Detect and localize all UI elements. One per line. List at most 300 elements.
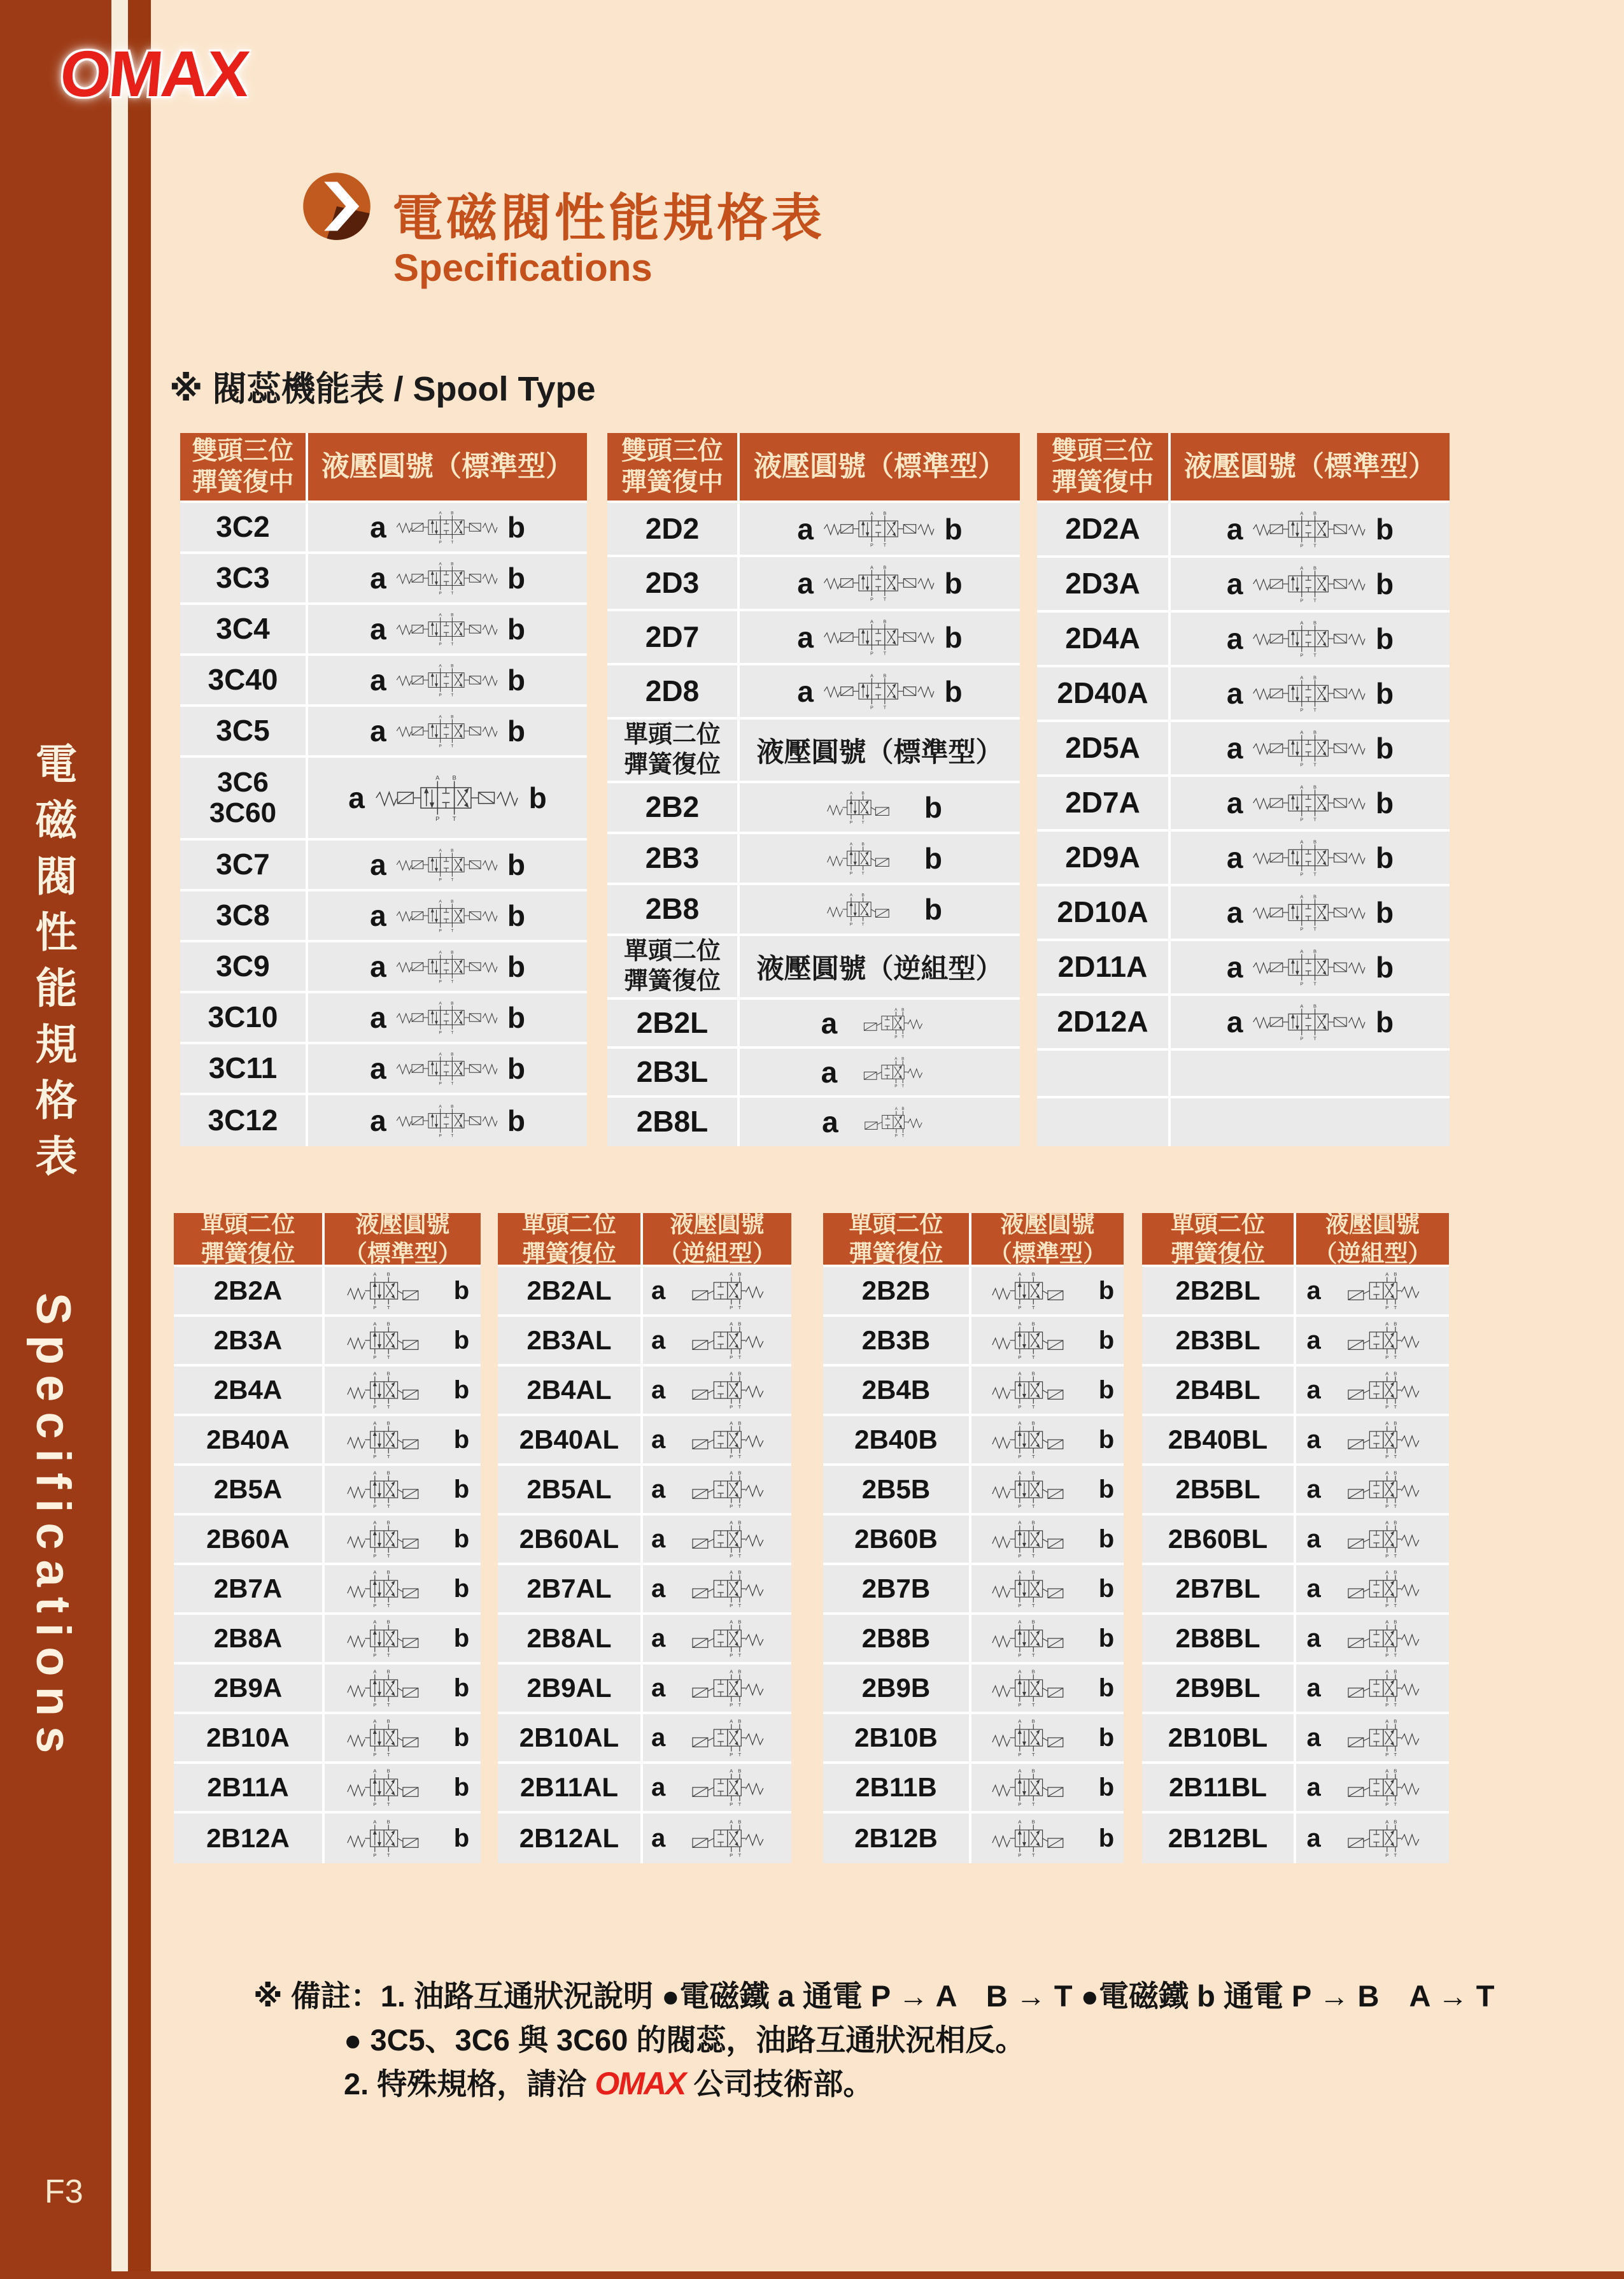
- svg-text:A: A: [870, 564, 873, 571]
- valve-symbol-icon: [336, 1569, 450, 1608]
- svg-text:P: P: [870, 704, 873, 710]
- svg-text:P: P: [894, 1035, 898, 1039]
- valve-symbol: [971, 1267, 1124, 1314]
- spool-table: [607, 433, 1020, 1146]
- valve-symbol-icon: [336, 1819, 450, 1858]
- model-code: 2B12AL: [498, 1814, 643, 1863]
- valve-symbol: [1171, 558, 1450, 610]
- valve-symbol-icon: [981, 1370, 1095, 1410]
- svg-text:P: P: [1385, 1702, 1389, 1708]
- svg-text:T: T: [1394, 1752, 1397, 1757]
- solenoid-label-b: b: [924, 791, 942, 824]
- model-code: 3C2: [180, 503, 308, 551]
- table-row: [1142, 1267, 1449, 1317]
- svg-text:A: A: [894, 1056, 898, 1061]
- svg-text:T: T: [738, 1553, 742, 1559]
- solenoid-label-b: b: [1376, 1005, 1394, 1039]
- valve-symbol-icon: [1250, 839, 1368, 877]
- solenoid-label-b: b: [1098, 1723, 1115, 1752]
- solenoid-label-b: b: [1098, 1276, 1115, 1305]
- spool-table: [1037, 433, 1450, 1146]
- svg-text:B: B: [1313, 674, 1317, 681]
- model-code: 2D2A: [1037, 503, 1171, 555]
- table-row: [180, 1044, 587, 1095]
- solenoid-label-a: a: [1226, 1005, 1243, 1039]
- table-row: [1142, 1317, 1449, 1367]
- svg-text:T: T: [386, 1305, 390, 1310]
- svg-text:B: B: [901, 1056, 905, 1061]
- svg-text:P: P: [1300, 981, 1304, 986]
- solenoid-label-b: b: [1376, 513, 1394, 546]
- model-code: 2B3L: [607, 1049, 740, 1095]
- solenoid-label-a: a: [370, 1104, 386, 1137]
- model-code: 2B4AL: [498, 1367, 643, 1414]
- svg-text:P: P: [435, 815, 440, 822]
- model-code: 2D5A: [1037, 722, 1171, 774]
- svg-text:P: P: [439, 928, 442, 933]
- table-row: [1037, 722, 1450, 777]
- model-code: 2B2A: [174, 1267, 325, 1314]
- svg-text:P: P: [373, 1702, 377, 1708]
- svg-text:B: B: [1394, 1768, 1397, 1774]
- svg-text:T: T: [861, 820, 865, 825]
- svg-text:B: B: [1031, 1519, 1035, 1526]
- model-code: 3C12: [180, 1095, 308, 1146]
- sidebar-gap: [111, 0, 128, 2279]
- valve-symbol: [1296, 1317, 1449, 1364]
- table-row: [498, 1665, 791, 1714]
- svg-text:A: A: [373, 1619, 377, 1625]
- table-row: [498, 1416, 791, 1466]
- valve-symbol-icon: [669, 1321, 783, 1360]
- table-row: [498, 1317, 791, 1367]
- valve-symbol: [325, 1317, 481, 1364]
- model-code: 3C8: [180, 891, 308, 940]
- model-code: 2B7B: [823, 1565, 971, 1612]
- svg-text:P: P: [373, 1603, 377, 1608]
- svg-text:P: P: [849, 871, 853, 876]
- svg-text:B: B: [1031, 1370, 1035, 1377]
- svg-text:A: A: [1018, 1519, 1022, 1526]
- svg-text:T: T: [1313, 926, 1317, 932]
- solenoid-label-a: a: [370, 511, 386, 544]
- model-code: 2B5AL: [498, 1466, 643, 1513]
- sub-header-col1: 單頭二位 彈簧復位: [607, 936, 740, 997]
- valve-symbol-icon: [669, 1619, 783, 1658]
- svg-text:P: P: [1385, 1503, 1389, 1509]
- svg-text:A: A: [730, 1819, 733, 1825]
- header-col2: 液壓圓號（標準型）: [308, 433, 587, 501]
- valve-symbol: [325, 1367, 481, 1414]
- svg-text:A: A: [1385, 1569, 1389, 1575]
- svg-text:B: B: [1031, 1668, 1035, 1675]
- svg-text:P: P: [439, 693, 442, 697]
- note-line-3-text: 2. 特殊規格，請洽: [344, 2067, 595, 2101]
- svg-text:B: B: [450, 562, 454, 567]
- table-row: [1037, 832, 1450, 886]
- svg-text:B: B: [861, 893, 865, 898]
- svg-text:B: B: [450, 899, 454, 904]
- valve-symbol: [643, 1665, 791, 1712]
- valve-symbol: [1171, 886, 1450, 939]
- solenoid-label-b: b: [1376, 841, 1394, 874]
- table-row: [1037, 558, 1450, 613]
- valve-symbol: [643, 1367, 791, 1414]
- svg-text:T: T: [386, 1752, 390, 1757]
- svg-text:B: B: [386, 1668, 390, 1675]
- valve-symbol-icon: [669, 1420, 783, 1459]
- svg-text:T: T: [1394, 1454, 1397, 1459]
- svg-text:T: T: [901, 1084, 905, 1088]
- solenoid-label-b: b: [507, 714, 525, 748]
- svg-text:B: B: [450, 1001, 454, 1006]
- valve-symbol: [1296, 1615, 1449, 1662]
- model-code: 3C4: [180, 605, 308, 653]
- svg-text:A: A: [439, 1052, 442, 1057]
- model-code: 2B3B: [823, 1317, 971, 1364]
- svg-text:T: T: [452, 815, 456, 822]
- valve-symbol-icon: [817, 841, 917, 876]
- valve-symbol: [971, 1516, 1124, 1563]
- svg-text:B: B: [386, 1768, 390, 1774]
- note-line-3: [253, 2062, 1495, 2106]
- solenoid-label-b: b: [1098, 1773, 1115, 1801]
- solenoid-label-a: a: [1226, 951, 1243, 984]
- svg-text:T: T: [883, 596, 887, 602]
- svg-text:T: T: [738, 1354, 742, 1360]
- svg-text:A: A: [1385, 1271, 1389, 1277]
- svg-text:T: T: [1031, 1603, 1035, 1608]
- svg-text:P: P: [1018, 1354, 1022, 1360]
- valve-symbol-icon: [669, 1271, 783, 1310]
- svg-text:P: P: [849, 820, 853, 825]
- empty-row: [1037, 1098, 1450, 1146]
- model-code: 2D12A: [1037, 996, 1171, 1048]
- svg-text:P: P: [373, 1801, 377, 1807]
- valve-symbol-icon: [394, 663, 500, 697]
- table-row: [1142, 1665, 1449, 1714]
- solenoid-label-a: a: [1226, 677, 1243, 710]
- model-code: 2B8AL: [498, 1615, 643, 1662]
- table-row: [174, 1267, 481, 1317]
- table-row: [1142, 1814, 1449, 1863]
- model-code: 2B2BL: [1142, 1267, 1296, 1314]
- valve-symbol-icon: [1250, 893, 1368, 932]
- table-row: [174, 1516, 481, 1565]
- header-col1: 雙頭三位 彈簧復中: [607, 433, 740, 501]
- valve-symbol: [325, 1267, 481, 1314]
- valve-symbol-icon: [845, 1056, 938, 1088]
- valve-symbol: [1296, 1367, 1449, 1414]
- table-row: [607, 834, 1020, 885]
- svg-text:B: B: [1031, 1271, 1035, 1277]
- svg-text:P: P: [1018, 1305, 1022, 1310]
- table-row: [498, 1267, 791, 1317]
- table-row: [498, 1565, 791, 1615]
- table-row: [1142, 1565, 1449, 1615]
- svg-text:A: A: [373, 1668, 377, 1675]
- svg-text:P: P: [730, 1801, 733, 1807]
- svg-text:A: A: [1300, 784, 1304, 790]
- valve-symbol: [740, 885, 1020, 934]
- svg-text:A: A: [439, 899, 442, 904]
- svg-text:A: A: [870, 672, 873, 679]
- sub-header-row: [607, 720, 1020, 783]
- svg-text:T: T: [1031, 1503, 1035, 1509]
- svg-text:T: T: [1394, 1852, 1397, 1858]
- solenoid-label-b: b: [453, 1326, 470, 1354]
- svg-text:T: T: [738, 1652, 742, 1658]
- valve-symbol-icon: [1325, 1321, 1439, 1360]
- solenoid-label-a: a: [1306, 1475, 1321, 1503]
- svg-text:T: T: [1313, 597, 1317, 603]
- svg-text:P: P: [1018, 1752, 1022, 1757]
- svg-text:P: P: [373, 1503, 377, 1509]
- valve-symbol: [643, 1466, 791, 1513]
- table-row: [1037, 941, 1450, 996]
- valve-symbol-icon: [336, 1668, 450, 1708]
- valve-symbol-icon: [981, 1519, 1095, 1559]
- model-code: 2D8: [607, 665, 740, 717]
- svg-text:A: A: [373, 1718, 377, 1724]
- valve-symbol-icon: [394, 898, 500, 933]
- svg-text:B: B: [1394, 1370, 1397, 1377]
- model-code: 2B2: [607, 783, 740, 832]
- valve-symbol-icon: [336, 1420, 450, 1459]
- model-code: 2B11B: [823, 1764, 971, 1811]
- valve-symbol-icon: [1325, 1420, 1439, 1459]
- svg-text:B: B: [738, 1519, 742, 1526]
- valve-symbol: [1296, 1267, 1449, 1314]
- svg-text:A: A: [373, 1370, 377, 1377]
- valve-symbol: [308, 1095, 587, 1146]
- svg-text:B: B: [1313, 1003, 1317, 1009]
- table-row: [174, 1814, 481, 1863]
- valve-symbol-icon: [394, 1104, 500, 1138]
- svg-text:A: A: [849, 893, 853, 898]
- solenoid-label-a: a: [651, 1475, 666, 1503]
- svg-text:P: P: [1385, 1801, 1389, 1807]
- table-header: [180, 433, 587, 503]
- svg-text:P: P: [870, 650, 873, 656]
- solenoid-label-b: b: [507, 950, 525, 983]
- valve-symbol: [1171, 613, 1450, 665]
- valve-symbol-icon: [1325, 1819, 1439, 1858]
- svg-text:P: P: [1385, 1553, 1389, 1559]
- svg-text:P: P: [1300, 871, 1304, 877]
- valve-symbol-icon: [336, 1619, 450, 1658]
- arrow-badge-icon: [302, 171, 372, 242]
- svg-text:T: T: [738, 1454, 742, 1459]
- model-code: 2B5B: [823, 1466, 971, 1513]
- svg-text:P: P: [730, 1305, 733, 1310]
- solenoid-label-b: b: [507, 511, 525, 544]
- solenoid-label-b: b: [1098, 1574, 1115, 1603]
- svg-text:B: B: [450, 1052, 454, 1057]
- svg-text:P: P: [1018, 1503, 1022, 1509]
- svg-text:A: A: [373, 1420, 377, 1426]
- svg-text:P: P: [439, 1133, 442, 1138]
- solenoid-label-b: b: [1098, 1524, 1115, 1553]
- svg-text:T: T: [1313, 707, 1317, 713]
- solenoid-label-b: b: [528, 781, 547, 814]
- header-col2: 液壓圓號（標準型）: [740, 433, 1020, 501]
- svg-text:A: A: [373, 1470, 377, 1476]
- solenoid-label-b: b: [507, 848, 525, 881]
- svg-text:T: T: [1394, 1603, 1397, 1608]
- valve-symbol: [740, 1049, 1020, 1095]
- valve-symbol: [325, 1764, 481, 1811]
- solenoid-label-b: b: [453, 1824, 470, 1852]
- valve-symbol: [643, 1615, 791, 1662]
- svg-text:B: B: [1031, 1718, 1035, 1724]
- svg-text:A: A: [1385, 1420, 1389, 1426]
- table-row: [174, 1317, 481, 1367]
- svg-text:A: A: [1300, 674, 1304, 681]
- header-col1: 雙頭三位 彈簧復中: [1037, 433, 1171, 501]
- svg-text:A: A: [1300, 948, 1304, 955]
- solenoid-label-b: b: [924, 842, 942, 875]
- notes: [253, 1974, 1495, 2106]
- valve-symbol-icon: [1250, 729, 1368, 767]
- svg-text:B: B: [450, 848, 454, 853]
- valve-symbol: [740, 783, 1020, 832]
- table-row: [1142, 1714, 1449, 1764]
- svg-text:P: P: [1385, 1752, 1389, 1757]
- svg-text:P: P: [1018, 1652, 1022, 1658]
- svg-text:B: B: [450, 1104, 454, 1109]
- valve-symbol: [325, 1814, 481, 1863]
- svg-text:A: A: [373, 1768, 377, 1774]
- svg-text:B: B: [1394, 1271, 1397, 1277]
- svg-text:B: B: [386, 1519, 390, 1526]
- solenoid-label-a: a: [370, 714, 386, 748]
- solenoid-label-b: b: [1376, 786, 1394, 820]
- model-code: 2B8A: [174, 1615, 325, 1662]
- table-row: [823, 1714, 1124, 1764]
- svg-text:B: B: [1031, 1768, 1035, 1774]
- model-code: 2B4BL: [1142, 1367, 1296, 1414]
- svg-text:B: B: [738, 1470, 742, 1476]
- table-row: [498, 1367, 791, 1416]
- solenoid-label-b: b: [1376, 896, 1394, 929]
- svg-text:T: T: [1031, 1553, 1035, 1559]
- valve-symbol: [325, 1516, 481, 1563]
- valve-symbol-icon: [821, 510, 937, 548]
- svg-text:A: A: [730, 1768, 733, 1774]
- solenoid-label-a: a: [1226, 622, 1243, 655]
- valve-symbol-icon: [1325, 1519, 1439, 1559]
- valve-symbol: [308, 1044, 587, 1093]
- svg-text:P: P: [894, 1084, 898, 1088]
- svg-text:T: T: [738, 1503, 742, 1509]
- model-code: 3C40: [180, 656, 308, 704]
- svg-text:B: B: [738, 1370, 742, 1377]
- svg-text:B: B: [450, 950, 454, 955]
- svg-text:B: B: [738, 1718, 742, 1724]
- solenoid-label-b: b: [1098, 1475, 1115, 1503]
- solenoid-label-a: a: [1306, 1375, 1321, 1404]
- svg-text:P: P: [730, 1354, 733, 1360]
- svg-text:P: P: [894, 1133, 898, 1138]
- table-row: [607, 1098, 1020, 1146]
- valve-symbol-icon: [1325, 1668, 1439, 1708]
- svg-text:P: P: [1385, 1603, 1389, 1608]
- valve-symbol-icon: [981, 1321, 1095, 1360]
- svg-text:A: A: [730, 1370, 733, 1377]
- valve-symbol-icon: [669, 1819, 783, 1858]
- svg-text:A: A: [730, 1619, 733, 1625]
- solenoid-label-a: a: [370, 1052, 386, 1085]
- valve-symbol-icon: [981, 1470, 1095, 1509]
- header-col2: 液壓圓號 （逆組型）: [1296, 1213, 1449, 1265]
- table-row: [1037, 613, 1450, 667]
- svg-text:T: T: [1313, 981, 1317, 986]
- valve-symbol-icon: [336, 1718, 450, 1757]
- table-header: [1142, 1213, 1449, 1267]
- valve-symbol-icon: [981, 1819, 1095, 1858]
- svg-text:B: B: [1394, 1569, 1397, 1575]
- svg-text:T: T: [1313, 762, 1317, 767]
- svg-text:T: T: [861, 922, 865, 927]
- model-code: 2B60A: [174, 1516, 325, 1563]
- model-code: 2D9A: [1037, 832, 1171, 884]
- svg-text:A: A: [1018, 1718, 1022, 1724]
- svg-text:A: A: [1300, 620, 1304, 626]
- valve-symbol-icon: [1250, 948, 1368, 986]
- valve-symbol-icon: [817, 790, 917, 825]
- model-code: 2D40A: [1037, 667, 1171, 720]
- model-code: 2D10A: [1037, 886, 1171, 939]
- solenoid-label-a: a: [1226, 513, 1243, 546]
- note-line-3-suffix: 公司技術部。: [685, 2067, 873, 2101]
- solenoid-label-b: b: [453, 1624, 470, 1652]
- table-row: [174, 1466, 481, 1516]
- svg-text:A: A: [1018, 1619, 1022, 1625]
- svg-text:A: A: [373, 1321, 377, 1327]
- model-code: 2B40BL: [1142, 1416, 1296, 1463]
- model-code: 3C3: [180, 554, 308, 602]
- valve-symbol-icon: [394, 1051, 500, 1086]
- solenoid-label-b: b: [944, 512, 963, 546]
- spool-table: [180, 433, 587, 1146]
- svg-text:A: A: [1300, 1003, 1304, 1009]
- valve-symbol-icon: [394, 949, 500, 984]
- svg-text:A: A: [1385, 1321, 1389, 1327]
- svg-text:B: B: [901, 1107, 905, 1112]
- svg-text:P: P: [1018, 1404, 1022, 1410]
- model-code: 2B11A: [174, 1764, 325, 1811]
- valve-symbol: [740, 557, 1020, 609]
- svg-text:A: A: [1018, 1819, 1022, 1825]
- svg-text:T: T: [1313, 652, 1317, 658]
- valve-symbol-icon: [1325, 1768, 1439, 1807]
- solenoid-label-b: b: [1098, 1624, 1115, 1652]
- svg-text:P: P: [373, 1852, 377, 1858]
- svg-text:P: P: [730, 1652, 733, 1658]
- model-code: 2B12A: [174, 1814, 325, 1863]
- model-code: 2D3: [607, 557, 740, 609]
- svg-text:A: A: [1385, 1470, 1389, 1476]
- valve-symbol: [325, 1665, 481, 1712]
- model-code: 2B9AL: [498, 1665, 643, 1712]
- solenoid-label-b: b: [453, 1375, 470, 1404]
- svg-text:A: A: [439, 848, 442, 853]
- solenoid-label-a: a: [1306, 1673, 1321, 1702]
- valve-symbol-icon: [336, 1370, 450, 1410]
- svg-text:B: B: [883, 564, 887, 571]
- svg-text:T: T: [1313, 1035, 1317, 1041]
